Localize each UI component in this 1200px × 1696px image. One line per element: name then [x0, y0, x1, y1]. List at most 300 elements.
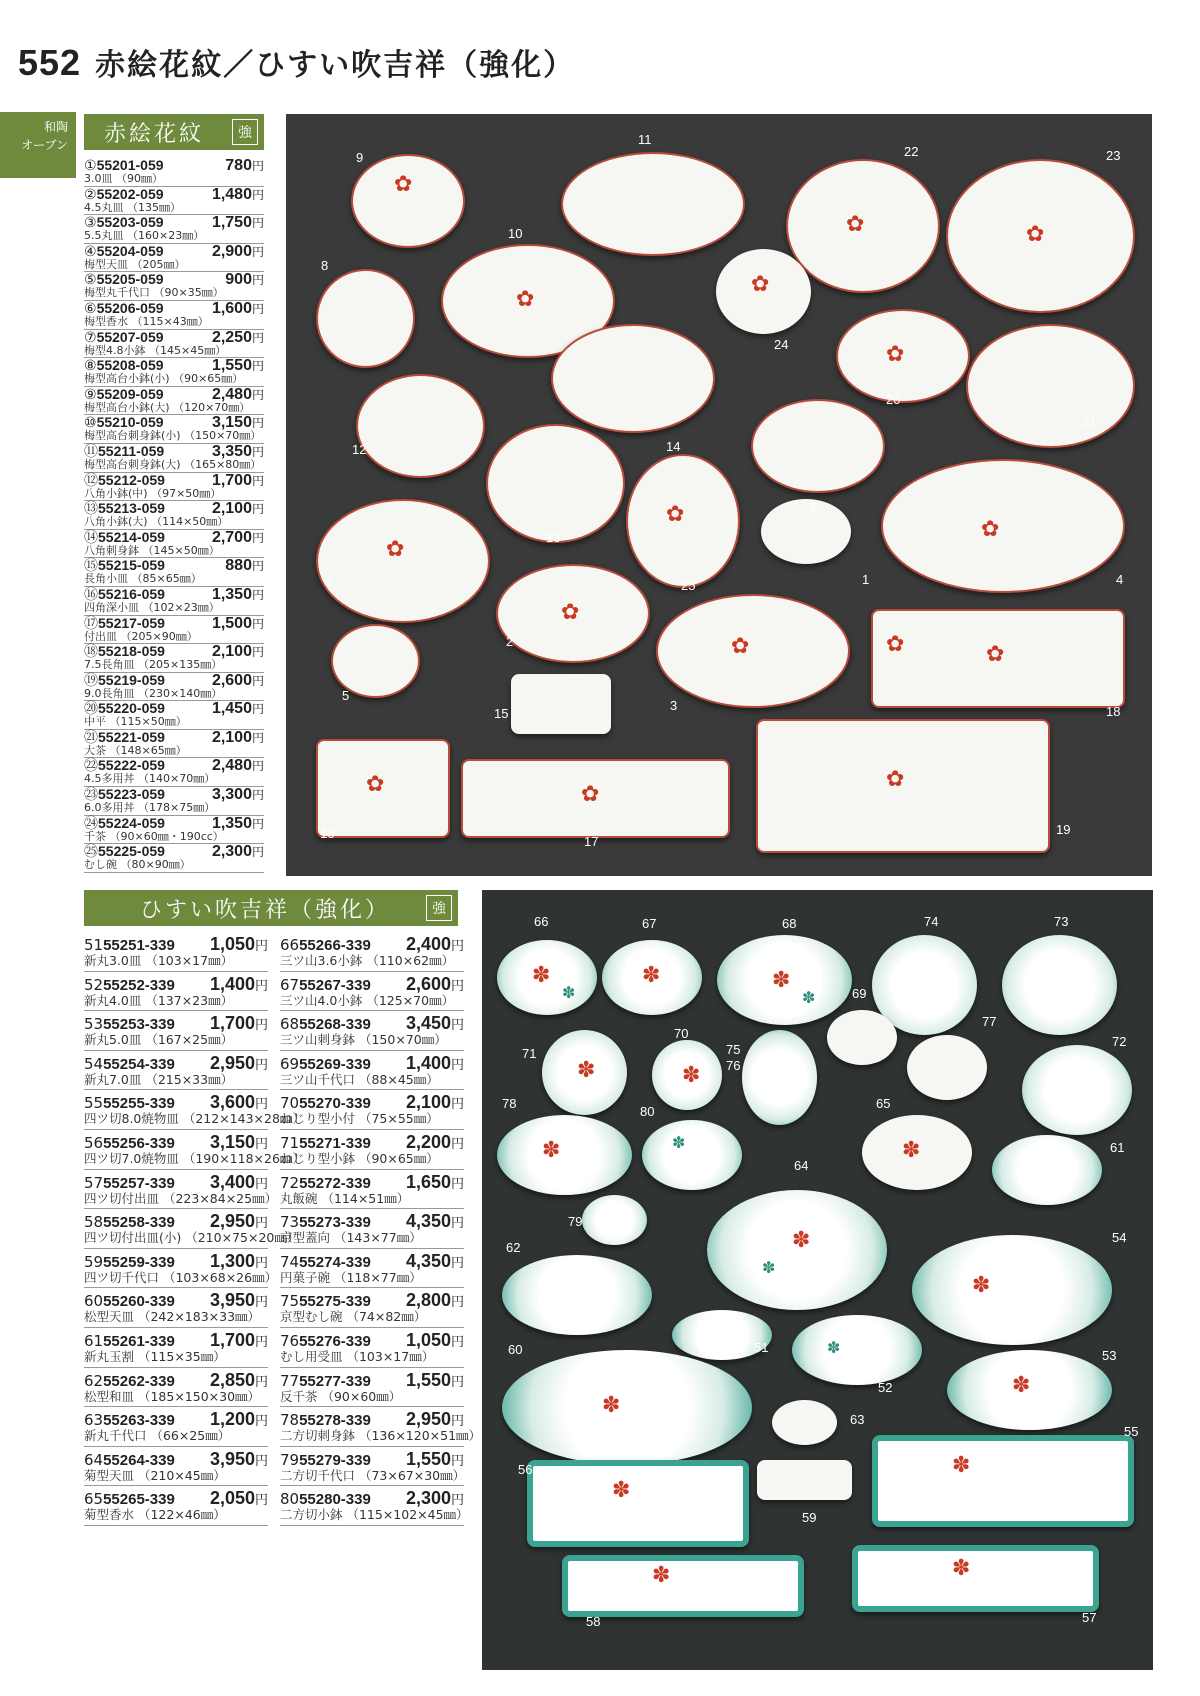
item-number: ⑫: [84, 472, 98, 489]
item-number: ⑭: [84, 529, 98, 546]
red-flower-motif: ✿: [666, 502, 685, 527]
yen-unit: 円: [251, 673, 264, 688]
product-15: [511, 674, 611, 734]
item-code-price-row: [84, 816, 264, 831]
item-code-price-row: [84, 1173, 268, 1191]
product-21: [966, 324, 1135, 448]
item-number: 76: [280, 1331, 300, 1350]
item-code-price-row: [84, 1252, 268, 1270]
item-code: 55201-059: [96, 157, 164, 173]
item-name: 八角小鉢(大) （114×50㎜）: [84, 515, 229, 529]
product-80: [642, 1120, 742, 1190]
item-number: 56: [84, 1133, 104, 1152]
item-price: 1,200: [209, 1409, 255, 1430]
item-price: 900: [225, 271, 252, 289]
item-price: 3,450: [405, 1013, 451, 1034]
item-name: ねじり型小鉢 （90×65㎜）: [280, 1150, 439, 1166]
item-code-price-row: [84, 673, 264, 688]
price-list-item: [84, 932, 268, 972]
red-leaf-motif: ✽: [602, 1393, 621, 1418]
item-price: 780: [225, 157, 252, 174]
product-72: [1022, 1045, 1132, 1135]
item-number: ⑯: [84, 586, 98, 603]
price-list-item: [84, 1051, 268, 1091]
item-code: 55217-059: [98, 614, 165, 631]
item-code: 55221-059: [98, 728, 165, 745]
item-price: 1,400: [405, 1052, 451, 1073]
photo-label: 5: [342, 688, 350, 703]
item-price: 2,600: [405, 973, 451, 994]
item-number: 64: [84, 1450, 104, 1469]
item-number: 61: [84, 1331, 104, 1350]
item-code: 55267-339: [299, 976, 371, 994]
yen-unit: 円: [254, 1374, 268, 1390]
item-name: 四ツ切8.0焼物皿 （212×143×28㎜）: [84, 1111, 305, 1127]
red-leaf-motif: ✽: [532, 963, 551, 988]
price-list-item: [280, 1486, 469, 1526]
item-name: 新丸5.0皿 （167×25㎜）: [84, 1032, 234, 1048]
photo-label: 68: [782, 916, 797, 931]
item-price: 2,400: [405, 934, 451, 954]
photo-label: 62: [506, 1240, 521, 1255]
item-number: ⑥: [84, 300, 97, 317]
item-code: 55276-339: [299, 1332, 371, 1350]
item-price: 2,300: [405, 1488, 451, 1509]
item-name: 4.5丸皿 （135㎜）: [84, 200, 181, 214]
section2-header: [84, 890, 458, 926]
item-code: 55216-059: [98, 585, 165, 602]
item-name: 菊型香水 （122×46㎜）: [84, 1507, 226, 1523]
item-price: 1,480: [211, 185, 252, 203]
item-price: 4,350: [405, 1250, 451, 1271]
item-code: 55206-059: [96, 299, 164, 316]
photo-label: 53: [1102, 1348, 1117, 1363]
item-code-price-row: [84, 473, 264, 488]
product-58: [562, 1555, 804, 1617]
item-name: 梅型丸千代口 （90×35㎜）: [84, 286, 224, 300]
item-price: 3,400: [209, 1171, 255, 1192]
item-price: 2,480: [211, 757, 252, 775]
item-price: 4,350: [405, 1211, 451, 1232]
red-flower-motif: ✿: [846, 212, 865, 237]
item-number: 63: [84, 1411, 104, 1430]
red-leaf-motif: ✽: [542, 1138, 561, 1163]
reinforced-badge: 強: [232, 119, 258, 145]
item-code: 55279-339: [299, 1451, 371, 1469]
price-list-item: [84, 415, 264, 444]
item-name: 二方切千代口 （73×67×30㎜）: [280, 1467, 466, 1483]
item-code: 55272-339: [299, 1174, 371, 1192]
item-code-price-row: [84, 330, 264, 345]
photo-label: 65: [876, 1096, 891, 1111]
item-code: 55278-339: [299, 1412, 371, 1430]
item-name: 四角深小皿 （102×23㎜）: [84, 600, 220, 614]
item-code-price-row: [84, 587, 264, 602]
yen-unit: 円: [251, 359, 264, 374]
photo-label: 16: [320, 826, 335, 841]
photo-label: 14: [666, 439, 681, 454]
red-flower-motif: ✿: [561, 600, 580, 625]
red-leaf-motif: ✽: [612, 1478, 631, 1503]
item-code: 55215-059: [98, 557, 165, 574]
item-name: 長角小皿 （85×65㎜）: [84, 572, 202, 586]
section2-product-photo: [482, 890, 1153, 1670]
product-12: [356, 374, 485, 478]
item-number: ⑱: [84, 644, 98, 661]
product-6: [751, 399, 885, 493]
item-number: ㉒: [84, 758, 98, 775]
red-flower-motif: ✿: [581, 782, 600, 807]
price-list-item: [84, 244, 264, 273]
item-number: 60: [84, 1292, 104, 1311]
item-price: 2,100: [405, 1092, 451, 1113]
item-number: 74: [280, 1252, 300, 1271]
item-code: 55254-339: [103, 1055, 175, 1073]
item-name: 7.5長角皿 （205×135㎜）: [84, 658, 223, 672]
yen-unit: 円: [450, 939, 464, 954]
item-price: 2,900: [211, 242, 252, 260]
item-code: 55219-059: [98, 671, 165, 688]
photo-label: 67: [642, 916, 657, 931]
item-price: 2,950: [209, 1052, 255, 1073]
red-leaf-motif: ✽: [682, 1063, 701, 1088]
item-number: ⑰: [84, 615, 98, 632]
item-price: 1,700: [209, 1329, 255, 1350]
photo-label: 76: [726, 1058, 741, 1073]
photo-label: 59: [802, 1510, 817, 1525]
item-code: 55210-059: [96, 414, 164, 431]
red-flower-motif: ✿: [751, 272, 770, 297]
item-code-price-row: [84, 975, 268, 993]
price-list-item: [280, 932, 464, 972]
item-name: 新丸4.0皿 （137×23㎜）: [84, 992, 234, 1008]
product-52: [792, 1315, 922, 1385]
item-price: 1,450: [211, 700, 252, 718]
price-list-item: [84, 187, 264, 216]
price-list-item: [84, 758, 264, 787]
photo-label: 51: [754, 1340, 769, 1355]
item-number: 66: [280, 936, 300, 954]
item-name: 丸飯碗 （114×51㎜）: [280, 1190, 410, 1206]
price-list-item: [84, 444, 264, 473]
item-code-price-row: [84, 1450, 268, 1468]
item-price: 2,850: [209, 1369, 255, 1390]
item-name: 松型和皿 （185×150×30㎜）: [84, 1388, 261, 1404]
item-code: 55218-059: [98, 643, 165, 660]
item-name: 二方切刺身鉢 （136×120×51㎜）: [280, 1428, 482, 1444]
yen-unit: 円: [251, 816, 264, 831]
photo-label: 66: [534, 914, 549, 929]
yen-unit: 円: [450, 1176, 464, 1192]
item-price: 2,250: [211, 328, 252, 346]
item-price: 1,350: [211, 585, 252, 603]
yen-unit: 円: [251, 587, 264, 602]
item-price: 3,150: [209, 1131, 255, 1152]
photo-label: 20: [886, 392, 901, 407]
item-name: 八角刺身鉢 （145×50㎜）: [84, 543, 220, 557]
price-list-item: [84, 1407, 268, 1447]
item-code: 55274-339: [299, 1253, 371, 1271]
item-code-price-row: [280, 1489, 464, 1507]
red-flower-motif: ✿: [886, 342, 905, 367]
page-number: 552: [18, 42, 82, 83]
yen-unit: 円: [251, 273, 264, 288]
item-code: 55204-059: [96, 242, 164, 259]
price-list-item: [280, 1209, 464, 1249]
item-code-price-row: [280, 1212, 464, 1230]
price-list-item: [84, 1368, 268, 1408]
price-list-item: [84, 1447, 268, 1487]
item-price: 1,650: [405, 1171, 451, 1192]
item-number: ㉑: [84, 729, 98, 746]
red-flower-motif: ✿: [981, 517, 1000, 542]
item-code: 55263-339: [103, 1412, 175, 1430]
item-code: 55220-059: [98, 700, 165, 717]
price-list-item: [84, 1011, 268, 1051]
item-number: ⑳: [84, 701, 98, 718]
photo-label: 3: [670, 698, 678, 713]
item-code-price-row: [84, 501, 264, 516]
item-code: 55280-339: [299, 1491, 371, 1509]
yen-unit: 円: [251, 330, 264, 345]
price-list-item: [84, 473, 264, 502]
product-56: [527, 1460, 749, 1547]
yen-unit: 円: [254, 1097, 268, 1113]
item-price: 2,800: [405, 1290, 451, 1311]
item-name: 松型天皿 （242×183×33㎜）: [84, 1309, 261, 1325]
product-57: [852, 1545, 1099, 1612]
green-leaf-motif: ✽: [672, 1133, 686, 1152]
item-code-price-row: [84, 644, 264, 659]
reinforced-badge: 強: [426, 895, 452, 921]
item-code-price-row: [84, 158, 264, 173]
red-leaf-motif: ✽: [792, 1228, 811, 1253]
item-price: 2,100: [211, 500, 252, 518]
item-name: 梅型高台刺身鉢(大) （165×80㎜）: [84, 457, 262, 471]
photo-label: 60: [508, 1342, 523, 1357]
item-number: ⑮: [84, 558, 98, 575]
item-name: 菊型天皿 （210×45㎜）: [84, 1467, 226, 1483]
product-55: [872, 1435, 1134, 1527]
photo-label: 23: [1106, 148, 1121, 163]
yen-unit: 円: [251, 616, 264, 631]
item-number: ㉕: [84, 844, 98, 861]
item-price: 3,300: [211, 786, 252, 804]
red-leaf-motif: ✽: [952, 1556, 971, 1581]
item-code-price-row: [84, 1291, 268, 1309]
item-number: ㉔: [84, 815, 98, 832]
product-73: [1002, 935, 1117, 1035]
red-leaf-motif: ✽: [972, 1273, 991, 1298]
green-leaf-motif: ✽: [827, 1338, 841, 1357]
yen-unit: 円: [251, 216, 264, 231]
product-59: [757, 1460, 852, 1500]
item-code-price-row: [84, 616, 264, 631]
item-name: 円菓子碗 （118×77㎜）: [280, 1269, 422, 1285]
item-code: 55252-339: [103, 976, 175, 994]
page-title: 赤絵花紋／ひすい吹吉祥（強化）: [95, 48, 576, 83]
price-list-item: [280, 1288, 464, 1328]
price-list-item: [280, 972, 464, 1012]
item-name: 9.0長角皿 （230×140㎜）: [84, 686, 223, 700]
item-code: 55205-059: [96, 271, 164, 288]
item-code: 55207-059: [96, 328, 164, 345]
item-number: 57: [84, 1173, 104, 1192]
item-price: 2,480: [211, 385, 252, 403]
price-list-item: [280, 1011, 464, 1051]
red-leaf-motif: ✽: [577, 1058, 596, 1083]
yen-unit: 円: [450, 1493, 464, 1509]
photo-label: 10: [508, 226, 523, 241]
yen-unit: 円: [254, 1334, 268, 1350]
red-flower-motif: ✿: [394, 172, 413, 197]
product-60: [502, 1350, 752, 1465]
item-code: 55213-059: [98, 500, 165, 517]
yen-unit: 円: [254, 1255, 268, 1271]
price-list-item: [84, 1170, 278, 1210]
item-number: 75: [280, 1292, 300, 1311]
item-code-price-row: [84, 1054, 268, 1072]
item-number: 68: [280, 1015, 300, 1034]
item-name: 千茶 （90×60㎜・190cc）: [84, 829, 224, 843]
yen-unit: 円: [251, 845, 264, 860]
item-code: 55225-059: [98, 843, 165, 860]
photo-label: 25: [681, 578, 696, 593]
photo-label: 80: [640, 1104, 655, 1119]
yen-unit: 円: [254, 1414, 268, 1430]
item-price: 3,150: [211, 414, 252, 432]
item-number: ⑨: [84, 386, 97, 403]
photo-label: 69: [852, 986, 867, 1001]
item-code-price-row: [84, 935, 268, 953]
green-leaf-motif: ✽: [762, 1258, 776, 1277]
item-code: 55209-059: [96, 385, 164, 402]
item-code: 55222-059: [98, 757, 165, 774]
item-code-price-row: [84, 1093, 268, 1111]
item-number: 78: [280, 1411, 300, 1430]
yen-unit: 円: [251, 759, 264, 774]
item-price: 3,950: [209, 1448, 255, 1469]
item-number: ②: [84, 186, 97, 203]
item-code: 55203-059: [96, 214, 164, 231]
yen-unit: 円: [251, 187, 264, 202]
item-code: 55261-339: [103, 1332, 175, 1350]
red-leaf-motif: ✽: [772, 968, 791, 993]
item-name: 3.0皿 （90㎜）: [84, 172, 163, 185]
photo-label: 2: [506, 634, 514, 649]
price-list-item: [84, 730, 264, 759]
yen-unit: 円: [450, 1374, 464, 1390]
yen-unit: 円: [450, 1414, 464, 1430]
item-number: 65: [84, 1490, 104, 1509]
product-77: [907, 1035, 987, 1100]
photo-label: 1: [862, 572, 870, 587]
item-number: 73: [280, 1213, 300, 1232]
photo-label: 70: [674, 1026, 689, 1041]
price-list-item: [84, 358, 264, 387]
item-name: 梅型4.8小鉢 （145×45㎜）: [84, 343, 227, 357]
red-flower-motif: ✿: [886, 767, 905, 792]
photo-label: 72: [1112, 1034, 1127, 1049]
yen-unit: 円: [254, 1018, 268, 1034]
item-price: 1,350: [211, 814, 252, 832]
item-number: ⑬: [84, 501, 98, 518]
item-price: 1,050: [405, 1329, 451, 1350]
item-code: 55271-339: [299, 1134, 371, 1152]
item-name: 三ツ山4.0小鉢 （125×70㎜）: [280, 992, 455, 1008]
category-tab-line2: オーブン: [21, 138, 68, 152]
price-list-item: [280, 1447, 464, 1487]
item-code-price-row: [84, 444, 264, 459]
item-number: 62: [84, 1371, 104, 1390]
yen-unit: 円: [254, 1136, 268, 1152]
item-number: 71: [280, 1133, 300, 1152]
item-code-price-row: [280, 1014, 464, 1032]
price-list-item: [280, 1368, 464, 1408]
item-code-price-row: [84, 730, 264, 745]
yen-unit: 円: [251, 387, 264, 402]
item-code: 55257-339: [103, 1174, 175, 1192]
item-code-price-row: [280, 975, 464, 993]
item-number: ⑤: [84, 272, 97, 289]
photo-label: 9: [356, 150, 364, 165]
product-5: [331, 624, 420, 698]
item-number: 58: [84, 1213, 104, 1232]
item-price: 2,600: [211, 671, 252, 689]
item-name: 三ツ山千代口 （88×45㎜）: [280, 1071, 439, 1087]
photo-label: 78: [502, 1096, 517, 1111]
item-code: 55224-059: [98, 814, 165, 831]
item-code: 55212-059: [98, 471, 165, 488]
item-code: 55266-339: [299, 937, 371, 954]
price-list-item: [280, 1407, 482, 1447]
price-list-item: [84, 587, 264, 616]
item-name: むし用受皿 （103×17㎜）: [280, 1348, 435, 1364]
photo-label: 58: [586, 1614, 601, 1629]
item-name: 四ツ切千代口 （103×68×26㎜）: [84, 1269, 278, 1285]
photo-label: 4: [1116, 572, 1124, 587]
product-63: [772, 1400, 837, 1445]
item-price: 2,100: [211, 643, 252, 661]
yen-unit: 円: [251, 645, 264, 660]
item-name: 新丸玉割 （115×35㎜）: [84, 1348, 226, 1364]
photo-label: 61: [1110, 1140, 1125, 1155]
photo-label: 17: [584, 834, 599, 849]
item-name: 梅型高台小鉢(大) （120×70㎜）: [84, 400, 251, 414]
item-code: 55264-339: [103, 1451, 175, 1469]
price-list-item: [84, 844, 264, 873]
section1-title: 赤絵花紋: [104, 121, 205, 147]
item-price: 1,550: [405, 1448, 451, 1469]
item-code-price-row: [280, 1054, 464, 1072]
item-code: 55269-339: [299, 1055, 371, 1073]
yen-unit: 円: [254, 1453, 268, 1469]
item-code-price-row: [84, 215, 264, 230]
yen-unit: 円: [251, 730, 264, 745]
item-code: 55265-339: [103, 1491, 175, 1509]
photo-label: 56: [518, 1462, 533, 1477]
item-code-price-row: [84, 187, 264, 202]
item-price: 1,400: [209, 973, 255, 994]
item-price: 1,750: [211, 214, 252, 232]
photo-label: 71: [522, 1046, 537, 1061]
item-price: 1,050: [209, 934, 255, 954]
item-price: 1,500: [211, 614, 252, 632]
item-number: ③: [84, 215, 97, 232]
photo-label: 64: [794, 1158, 809, 1173]
photo-label: 18: [1106, 704, 1121, 719]
item-code: 55268-339: [299, 1016, 371, 1034]
